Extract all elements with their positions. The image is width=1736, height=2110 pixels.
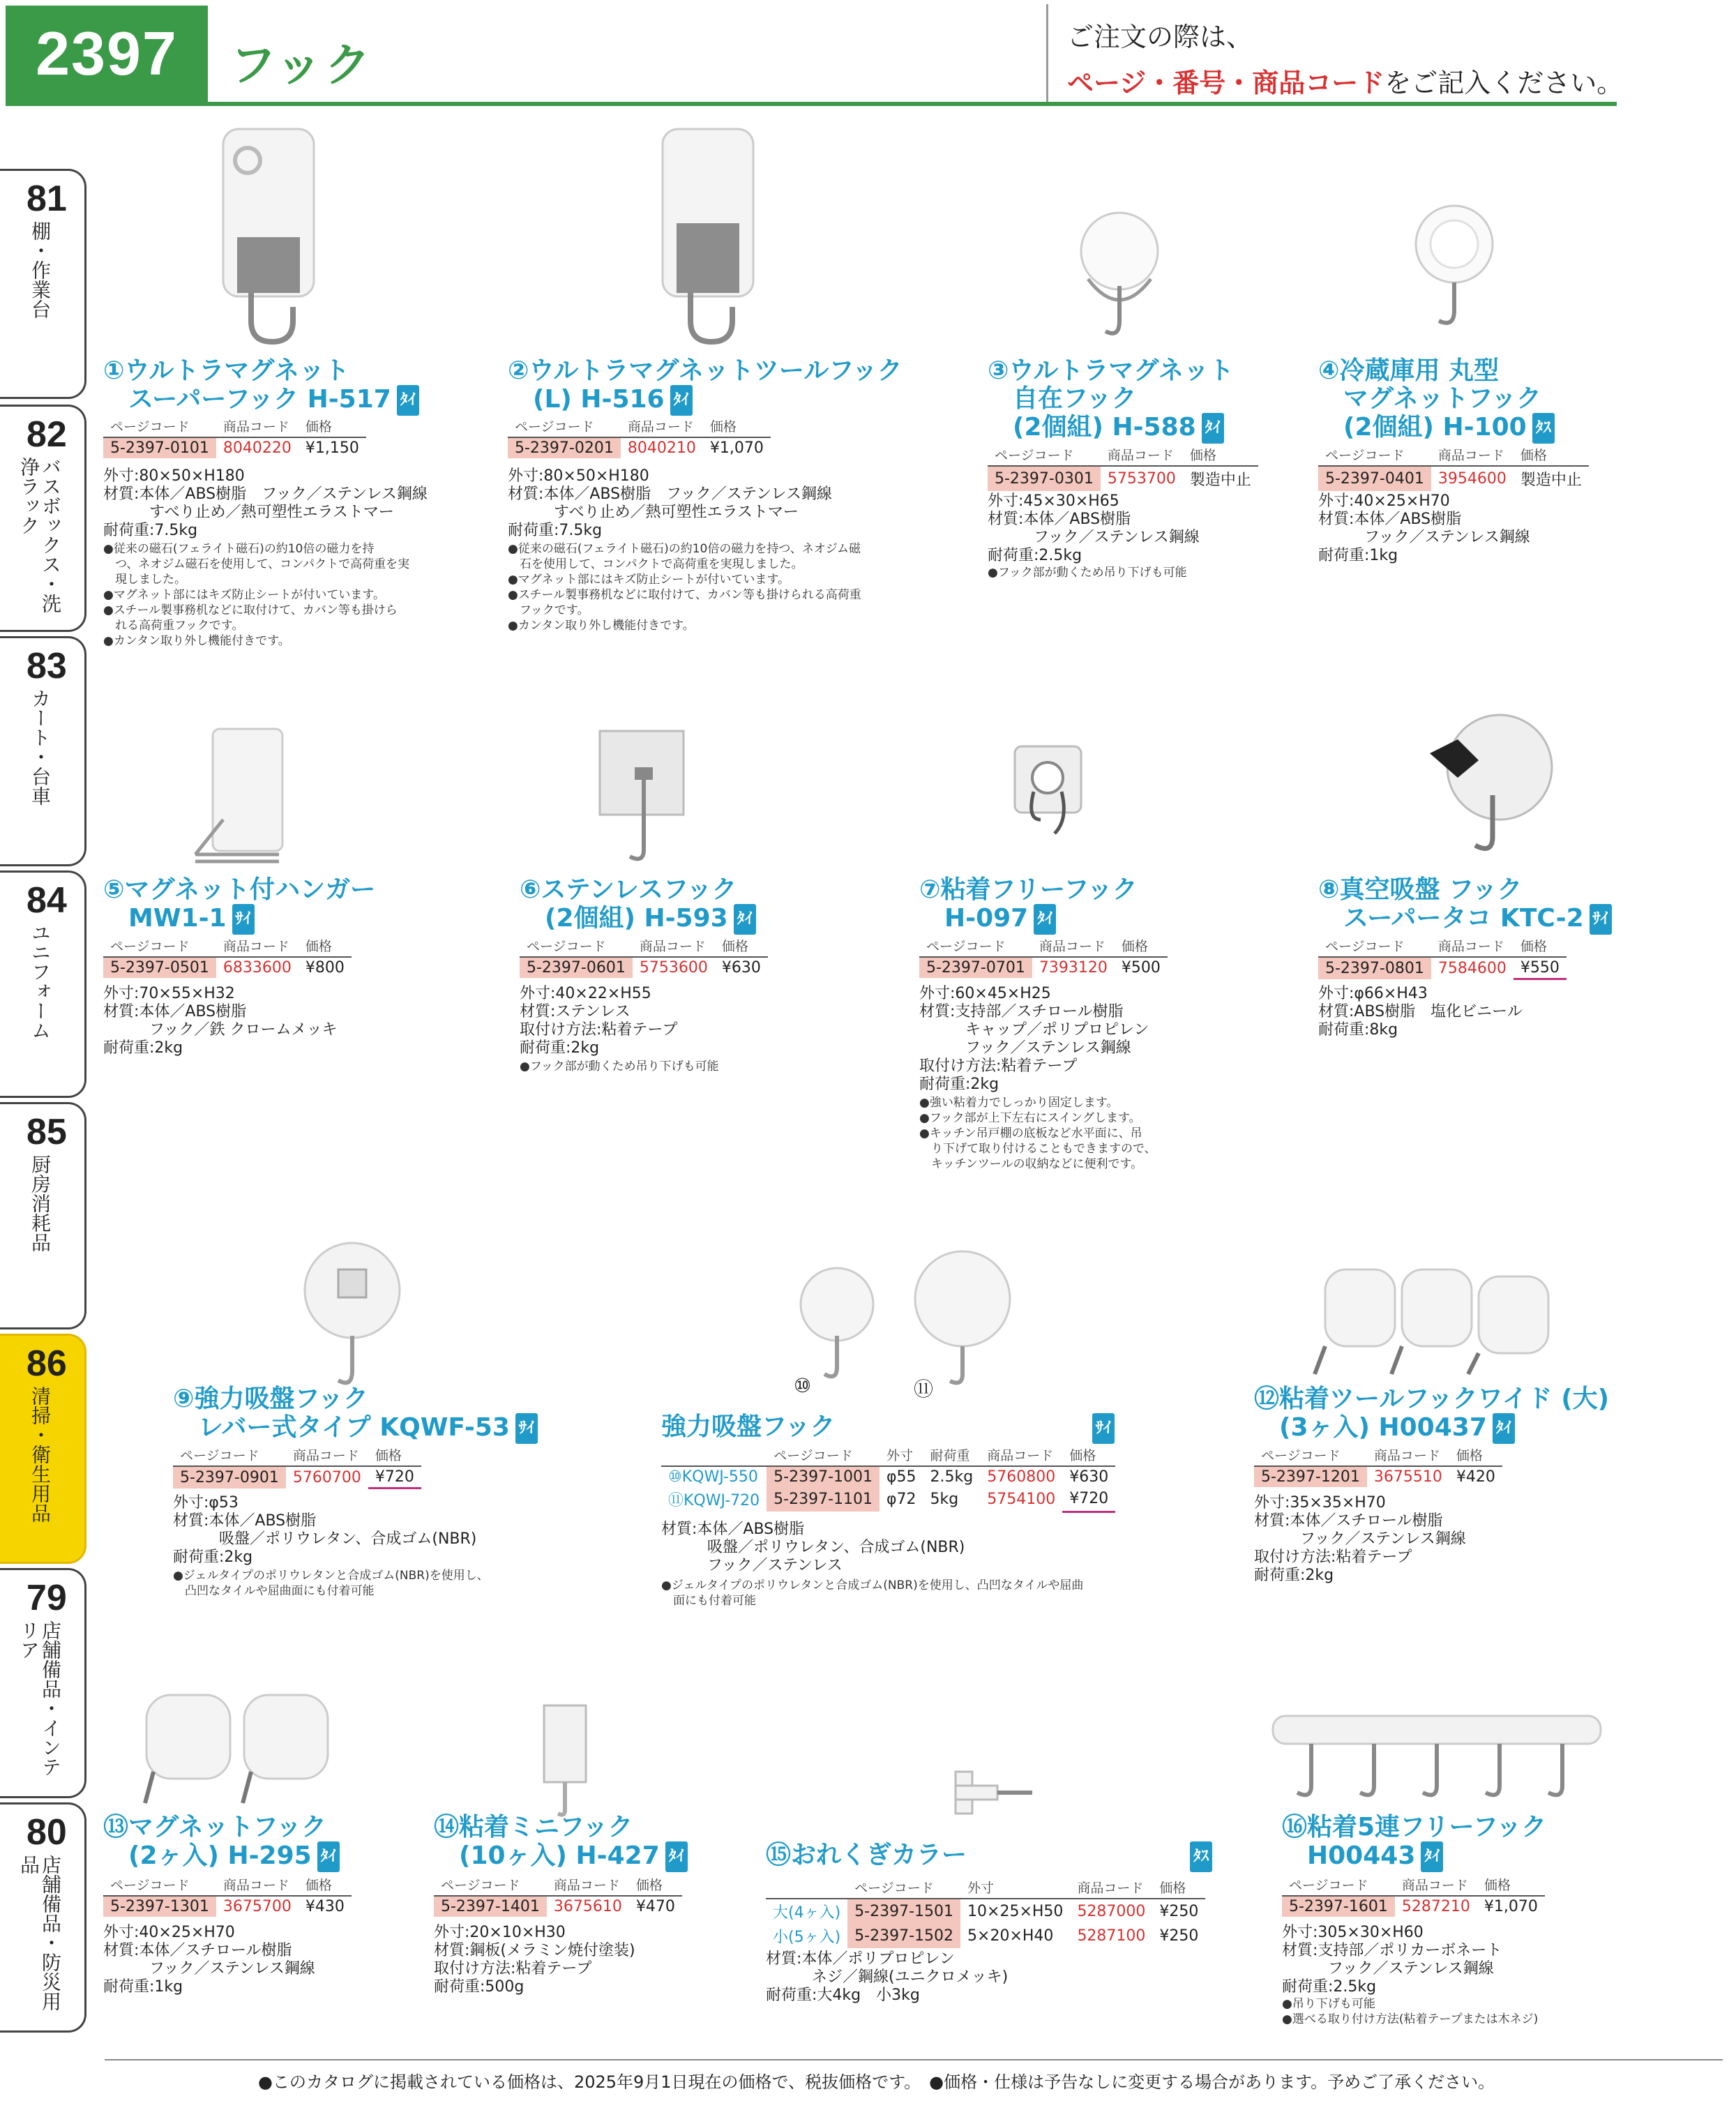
col-price: 価格 — [629, 1874, 682, 1896]
product-photo-h00437 — [1311, 1263, 1562, 1381]
page-code: 5-2397-1101 — [767, 1487, 880, 1512]
product-notes: ●吊り下げも可能 ●選べる取り付け方法(粘着テープまたは木ネジ) — [1282, 1997, 1539, 2026]
product-code: 5753700 — [1107, 470, 1176, 488]
product-photo-mw1-1 — [192, 725, 289, 865]
product-code: 6833600 — [222, 959, 292, 977]
footer-rule — [105, 2059, 1723, 2060]
product-spec: 外寸:20×10×H30 材質:鋼板(メラミン焼付塗装) 取付け方法:粘着テープ 耐荷重:500g — [434, 1924, 635, 1996]
product-photo-kqwj720 — [907, 1249, 1018, 1388]
page-code: 5-2397-0301 — [988, 466, 1101, 491]
product-table — [1318, 935, 1567, 980]
product-title — [1254, 1385, 1609, 1444]
side-tab-label: 店舗備品・防災用品 — [17, 1855, 62, 2011]
price: ¥430 — [305, 1898, 345, 1915]
col-price: 価格 — [1152, 1876, 1205, 1899]
order-notice-line2 — [1067, 61, 1623, 100]
page-code: 5-2397-0601 — [520, 957, 633, 978]
product-table — [173, 1444, 421, 1489]
col-price: 価格 — [1514, 444, 1589, 466]
col-price: 価格 — [299, 935, 352, 957]
side-tab-label: 清掃・衛生用品 — [29, 1386, 52, 1523]
product-spec: 外寸:305×30×H60 材質:支持部／ポリカーボネート フック／ステンレス鋼線 耐荷重:2.5kg — [1282, 1924, 1502, 1996]
supplier-badge: ｻｲ — [232, 904, 255, 935]
page-code: 5-2397-1601 — [1282, 1896, 1395, 1917]
table-row[interactable] — [1282, 1896, 1545, 1917]
col-price: 価格 — [299, 1874, 352, 1896]
col-page-code: ページコード — [767, 1444, 880, 1466]
product-title-text: ⑧真空吸盤 フック スーパータコ KTC-2 — [1318, 875, 1584, 933]
product-title-text: ⑯粘着5連フリーフック H00443 — [1282, 1813, 1547, 1870]
table-row[interactable] — [508, 437, 771, 458]
table-row[interactable] — [520, 957, 768, 978]
col-price: 価格 — [715, 935, 768, 957]
product-table — [1254, 1444, 1502, 1487]
product-code: 5760800 — [987, 1468, 1056, 1486]
group-spec: 材質:本体／ABS樹脂 吸盤／ポリウレタン、合成ゴム(NBR) フック／ステンレス — [661, 1521, 965, 1574]
product-table — [520, 935, 768, 978]
group-notes: ●ジェルタイプのポリウレタンと合成ゴム(NBR)を使用し、凸凹なタイルや屈曲 面にも付着可能 — [661, 1578, 1084, 1608]
product-photo-h295 — [133, 1681, 342, 1814]
page-code: 5-2397-0901 — [173, 1466, 286, 1489]
product-table — [103, 935, 352, 978]
product-title — [988, 357, 1234, 444]
col-product-code: 商品コード — [1101, 444, 1183, 466]
model: ⑩KQWJ-550 — [668, 1468, 758, 1486]
product-code: 3954600 — [1437, 470, 1507, 488]
page-number: 2397 — [6, 6, 208, 102]
page-code: 5-2397-1401 — [434, 1896, 547, 1917]
price: ¥630 — [1069, 1468, 1109, 1486]
product-spec: 外寸:φ53 材質:本体／ABS樹脂 吸盤／ポリウレタン、合成ゴム(NBR) 耐荷重:2kg — [173, 1494, 477, 1566]
table-row[interactable] — [1318, 957, 1567, 979]
table-row[interactable] — [173, 1466, 421, 1489]
price: ¥1,070 — [1484, 1898, 1538, 1915]
page-code: 5-2397-0801 — [1318, 957, 1431, 979]
product-table — [1282, 1874, 1545, 1917]
side-tab-83[interactable] — [0, 636, 86, 866]
product-spec: 外寸:35×35×H70 材質:本体／スチロール樹脂 フック／ステンレス鋼線 取付け方法:粘着テープ 耐荷重:2kg — [1254, 1494, 1466, 1584]
footer-note: ●このカタログに掲載されている価格は、2025年9月1日現在の価格で、税抜価格です。 ●価格・仕様は予告なしに変更する場合があります。予めご了承ください。 — [258, 2072, 1495, 2092]
side-tab-number: 81 — [27, 179, 67, 219]
col-product-code: 商品コード — [547, 1874, 629, 1896]
product-code: 8040210 — [627, 439, 696, 457]
page-title: フック — [230, 38, 374, 92]
product-code: 3675510 — [1373, 1468, 1442, 1486]
side-tab-label: カート・台車 — [29, 688, 52, 806]
col-page-code: ページコード — [508, 415, 621, 437]
product-spec: 外寸:45×30×H65 材質:本体／ABS樹脂 フック／ステンレス鋼線 耐荷重:2.5kg — [988, 492, 1200, 564]
product-title-text: ⑬マグネットフック (2ヶ入) H-295 — [103, 1813, 327, 1870]
table-row[interactable] — [661, 1487, 1115, 1512]
page-code: 5-2397-1301 — [103, 1896, 216, 1917]
group-table — [766, 1876, 1205, 1948]
col-page-code: ページコード — [434, 1874, 547, 1896]
supplier-badge: ﾀｽ — [1190, 1841, 1212, 1872]
outer-size: φ72 — [886, 1491, 916, 1508]
side-tab-86[interactable] — [0, 1334, 86, 1564]
col-page-code: ページコード — [919, 935, 1032, 957]
side-tab-label: ユニフォーム — [29, 923, 52, 1040]
price: ¥630 — [721, 959, 761, 977]
supplier-badge: ﾀｲ — [317, 1841, 340, 1872]
price: 製造中止 — [1189, 472, 1251, 489]
col-price: 価格 — [368, 1444, 421, 1466]
side-tab-number: 82 — [27, 414, 67, 455]
model: 小(5ヶ入) — [773, 1929, 841, 1946]
table-row[interactable] — [766, 1924, 1205, 1948]
table-row[interactable] — [766, 1899, 1205, 1924]
side-tab-label: 棚・作業台 — [29, 221, 52, 319]
product-code: 5287000 — [1077, 1903, 1146, 1920]
product-code: 7393120 — [1039, 959, 1108, 977]
supplier-badge: ｻｲ — [515, 1413, 538, 1444]
table-row[interactable] — [1254, 1466, 1502, 1487]
product-title-text: ⑭粘着ミニフック (10ヶ入) H-427 — [434, 1813, 660, 1870]
product-title-text: ④冷蔵庫用 丸型 マグネットフック (2個組) H-100 — [1318, 356, 1542, 442]
price: ¥1,070 — [709, 439, 764, 457]
product-photo-h427 — [530, 1702, 600, 1821]
col-product-code: 商品コード — [980, 1444, 1062, 1466]
col-price: 価格 — [1514, 935, 1567, 957]
col-page-code: ページコード — [847, 1876, 960, 1899]
product-title-text: ①ウルトラマグネット スーパーフック H-517 — [103, 356, 391, 414]
side-tab-number: 80 — [27, 1812, 67, 1853]
col-product-code: 商品コード — [1431, 444, 1514, 466]
col-product-code: 商品コード — [1395, 1874, 1477, 1896]
col-price: 価格 — [703, 415, 771, 437]
order-notice-highlight: ページ・番号・商品コード — [1067, 68, 1385, 98]
col-product-code: 商品コード — [216, 1874, 299, 1896]
price: ¥800 — [305, 959, 345, 977]
price: ¥250 — [1159, 1903, 1199, 1920]
product-notes: ●従来の磁石(フェライト磁石)の約10倍の磁力を持つ、ネオジム磁 石を使用して、コンパクトで高荷重を実現しました。 ●マグネット部にはキズ防止シートが付いています。 ●スチール製事務机などに取付けて、カバン等も掛けられる高荷重 フックです。 ●カンタン取り外し機能付きです。 — [508, 542, 861, 633]
product-code: 5754100 — [987, 1491, 1056, 1508]
col-product-code: 商品コード — [621, 415, 703, 437]
page-code: 5-2397-1502 — [847, 1924, 960, 1948]
supplier-badge: ﾀｲ — [397, 385, 419, 416]
price: ¥720 — [368, 1466, 421, 1489]
page-code: 5-2397-0701 — [919, 957, 1032, 978]
col-product-code: 商品コード — [1070, 1876, 1152, 1899]
side-tab-84[interactable] — [0, 871, 86, 1098]
product-photo-h097 — [1004, 739, 1095, 858]
product-title — [103, 876, 375, 935]
product-spec: 外寸:40×22×H55 材質:ステンレス 取付け方法:粘着テープ 耐荷重:2kg — [520, 985, 678, 1057]
group-title — [661, 1413, 1115, 1441]
table-row[interactable] — [919, 957, 1168, 978]
page-code: 5-2397-0101 — [103, 437, 216, 458]
side-tab-label: バスボックス・洗浄ラック — [17, 457, 62, 613]
col-price: 価格 — [1449, 1444, 1502, 1466]
side-tab-85[interactable] — [0, 1102, 86, 1329]
product-title — [919, 876, 1138, 935]
side-tab-number: 84 — [27, 880, 67, 921]
page-code: 5-2397-0501 — [103, 957, 216, 978]
supplier-badge: ﾀｲ — [1421, 1841, 1443, 1872]
page-code: 5-2397-1001 — [767, 1466, 880, 1487]
price: ¥420 — [1456, 1468, 1495, 1486]
side-tab-number: 86 — [27, 1343, 67, 1384]
group-table — [661, 1444, 1115, 1513]
label-11: ⑪ — [914, 1378, 934, 1401]
col-price: 価格 — [1062, 1444, 1115, 1466]
col-outer: 外寸 — [880, 1444, 923, 1466]
col-price: 価格 — [299, 415, 366, 437]
product-title — [508, 357, 903, 416]
col-product-code: 商品コード — [216, 415, 299, 437]
table-row[interactable] — [103, 957, 352, 978]
col-page-code: ページコード — [520, 935, 633, 957]
supplier-badge: ﾀｲ — [1493, 1413, 1515, 1444]
col-page-code: ページコード — [103, 415, 216, 437]
product-table — [919, 935, 1168, 978]
table-row[interactable] — [103, 1896, 352, 1917]
product-table — [1318, 444, 1589, 491]
col-price: 価格 — [1183, 444, 1258, 466]
price: ¥500 — [1121, 959, 1161, 977]
product-title-text: ⑤マグネット付ハンガー MW1-1 — [103, 875, 376, 933]
model: 大(4ヶ入) — [773, 1904, 841, 1922]
product-spec: 外寸:80×50×H180 材質:本体／ABS樹脂 フック／ステンレス鋼線 すべり止め／熱可塑性エラストマー 耐荷重:7.5kg — [103, 467, 428, 539]
side-tab-label: 厨房消耗品 — [29, 1154, 52, 1252]
product-title — [173, 1385, 538, 1444]
product-code: 3675700 — [222, 1898, 292, 1915]
product-photo-kqwf53 — [300, 1238, 405, 1399]
product-code: 3675610 — [553, 1898, 622, 1915]
product-title-text: ⑥ステンレスフック (2個組) H-593 — [520, 875, 737, 933]
page-code: 5-2397-1201 — [1254, 1466, 1367, 1487]
product-photo-h516 — [649, 126, 767, 356]
product-code: 5287210 — [1401, 1898, 1470, 1915]
product-spec: 外寸:φ66×H43 材質:ABS樹脂 塩化ビニール 耐荷重:8kg — [1318, 985, 1523, 1039]
product-photo-h517 — [209, 126, 328, 356]
table-row[interactable] — [1318, 466, 1589, 491]
supplier-badge: ﾀｲ — [734, 904, 756, 935]
product-photo-kqwj550 — [795, 1263, 879, 1388]
product-notes: ●ジェルタイプのポリウレタンと合成ゴム(NBR)を使用し、 凸凹なタイルや屈曲面にも付着可能 — [173, 1569, 489, 1598]
outer-size: φ55 — [886, 1468, 916, 1486]
col-price: 価格 — [1115, 935, 1168, 957]
supplier-badge: ﾀｲ — [670, 385, 693, 416]
product-title — [520, 876, 756, 935]
product-code: 5760700 — [292, 1468, 361, 1486]
side-tab-80[interactable] — [0, 1802, 86, 2033]
price: ¥250 — [1159, 1927, 1199, 1945]
outer-size: 10×25×H50 — [967, 1903, 1064, 1920]
product-title-text: ③ウルトラマグネット 自在フック (2個組) H-588 — [988, 356, 1235, 442]
product-title-text: ⑦粘着フリーフック H-097 — [919, 875, 1138, 933]
price: 製造中止 — [1520, 472, 1582, 489]
col-page-code: ページコード — [103, 1874, 216, 1896]
table-row[interactable] — [103, 437, 366, 458]
product-spec: 外寸:70×55×H32 材質:本体／ABS樹脂 フック／鉄 クロームメッキ 耐荷重:2kg — [103, 985, 338, 1057]
col-price: 価格 — [1477, 1874, 1545, 1896]
supplier-badge: ｻｲ — [1590, 904, 1612, 935]
outer-size: 5×20×H40 — [967, 1927, 1054, 1945]
price: ¥720 — [1062, 1487, 1115, 1512]
product-table — [508, 415, 771, 458]
col-page-code: ページコード — [1282, 1874, 1395, 1896]
product-code: 8040220 — [222, 439, 292, 457]
label-10: ⑩ — [794, 1374, 812, 1397]
product-code: 5287100 — [1077, 1927, 1146, 1945]
price: ¥550 — [1514, 957, 1567, 979]
product-photo-h00443 — [1269, 1709, 1604, 1814]
product-title-text: ②ウルトラマグネットツールフック (L) H-516 — [508, 356, 903, 414]
product-notes: ●フック部が動くため吊り下げも可能 — [520, 1060, 719, 1073]
load: 5kg — [930, 1491, 959, 1508]
col-product-code: 商品コード — [286, 1444, 368, 1466]
side-tab-number: 83 — [27, 646, 67, 686]
order-notice-line1: ご注文の際は、 — [1067, 22, 1253, 52]
load: 2.5kg — [930, 1468, 974, 1486]
product-notes: ●フック部が動くため吊り下げも可能 — [988, 566, 1187, 580]
product-spec: 外寸:80×50×H180 材質:本体／ABS樹脂 フック／ステンレス鋼線 すべり止め／熱可塑性エラストマー 耐荷重:7.5kg — [508, 467, 832, 539]
supplier-badge: ｻｲ — [1092, 1413, 1115, 1444]
col-page-code: ページコード — [173, 1444, 286, 1466]
table-row[interactable] — [434, 1896, 682, 1917]
product-table — [103, 1874, 352, 1917]
product-title — [103, 1814, 340, 1872]
side-tab-number: 85 — [27, 1112, 67, 1152]
header-rule — [6, 102, 1617, 106]
product-photo-orekugi — [949, 1765, 1039, 1821]
product-table — [988, 444, 1258, 491]
col-load: 耐荷重 — [923, 1444, 981, 1466]
product-title — [1318, 357, 1555, 444]
product-spec: 外寸:40×25×H70 材質:本体／ABS樹脂 フック／ステンレス鋼線 耐荷重:1kg — [1318, 492, 1530, 564]
product-code: 7584600 — [1437, 959, 1507, 977]
col-outer: 外寸 — [960, 1876, 1070, 1899]
product-notes: ●従来の磁石(フェライト磁石)の約10倍の磁力を持 つ、ネオジム磁石を使用して、コンパクトで高荷重を実 現しました。 ●マグネット部にはキズ防止シートが付いています。 ●スチール製事務机などに取付けて、カバン等も掛けら れる高荷重フックです。 ●カンタン取り外し機能付きです。 — [103, 542, 410, 648]
product-photo-h588 — [1067, 209, 1172, 349]
col-page-code: ページコード — [1318, 444, 1431, 466]
col-page-code: ページコード — [1254, 1444, 1367, 1466]
price: ¥1,150 — [305, 439, 359, 457]
col-page-code: ページコード — [103, 935, 216, 957]
table-row[interactable] — [661, 1466, 1115, 1487]
side-tab-82[interactable] — [0, 405, 86, 632]
group-spec: 材質:本体／ポリプロピレン ネジ／鋼線(ユニクロメッキ) 耐荷重:大4kg 小3kg — [766, 1950, 1009, 2004]
group-title — [766, 1841, 1212, 1869]
order-notice-rest: をご記入ください。 — [1384, 68, 1624, 98]
col-page-code: ページコード — [1318, 935, 1431, 957]
side-tab-79[interactable] — [0, 1568, 86, 1798]
col-page-code: ページコード — [988, 444, 1101, 466]
side-tab-81[interactable] — [0, 169, 86, 399]
col-product-code: 商品コード — [1431, 935, 1514, 957]
col-product-code: 商品コード — [1367, 1444, 1449, 1466]
col-product-code: 商品コード — [633, 935, 715, 957]
product-photo-h100 — [1402, 202, 1507, 342]
col-product-code: 商品コード — [216, 935, 299, 957]
supplier-badge: ﾀｲ — [1034, 904, 1056, 935]
group-title-text: 強力吸盤フック — [661, 1412, 836, 1441]
product-spec: 外寸:40×25×H70 材質:本体／スチロール樹脂 フック／ステンレス鋼線 耐荷重:1kg — [103, 1924, 315, 1996]
side-tab-label: 店舗備品・インテリア — [17, 1620, 62, 1777]
supplier-badge: ﾀｽ — [1532, 413, 1555, 444]
product-title-text: ⑨強力吸盤フック レバー式タイプ KQWF-53 — [173, 1385, 510, 1442]
col-product-code: 商品コード — [1032, 935, 1115, 957]
product-title-text: ⑫粘着ツールフックワイド (大) (3ヶ入) H00437 — [1254, 1385, 1610, 1442]
price: ¥470 — [635, 1898, 675, 1915]
product-spec: 外寸:60×45×H25 材質:支持部／スチロール樹脂 キャップ／ポリプロピレン フック／ステンレス鋼線 取付け方法:粘着テープ 耐荷重:2kg — [919, 985, 1149, 1093]
product-photo-ktc2 — [1416, 711, 1555, 865]
supplier-badge: ﾀｲ — [665, 1841, 688, 1872]
product-title — [1282, 1814, 1546, 1872]
product-title — [434, 1814, 688, 1872]
product-photo-h593 — [593, 725, 697, 872]
table-row[interactable] — [988, 466, 1258, 491]
product-title — [103, 357, 419, 416]
supplier-badge: ﾀｲ — [1202, 413, 1224, 444]
product-notes: ●強い粘着力でしっかり固定します。 ●フック部が上下左右にスイングします。 ●キッチン吊戸棚の底板など水平面に、吊 り下げて取り付けることもできますので、 キッチンツールの収納などに便利です。 — [919, 1096, 1156, 1171]
page-code: 5-2397-0401 — [1318, 466, 1431, 491]
side-tab-number: 79 — [27, 1578, 67, 1618]
model: ⑪KQWJ-720 — [668, 1492, 760, 1509]
product-code: 5753600 — [639, 959, 708, 977]
page-code: 5-2397-1501 — [847, 1899, 960, 1924]
product-table — [434, 1874, 682, 1917]
product-title — [1318, 876, 1612, 935]
group-title-text: ⑮おれくぎカラー — [766, 1841, 967, 1869]
page-code: 5-2397-0201 — [508, 437, 621, 458]
product-table — [103, 415, 366, 458]
